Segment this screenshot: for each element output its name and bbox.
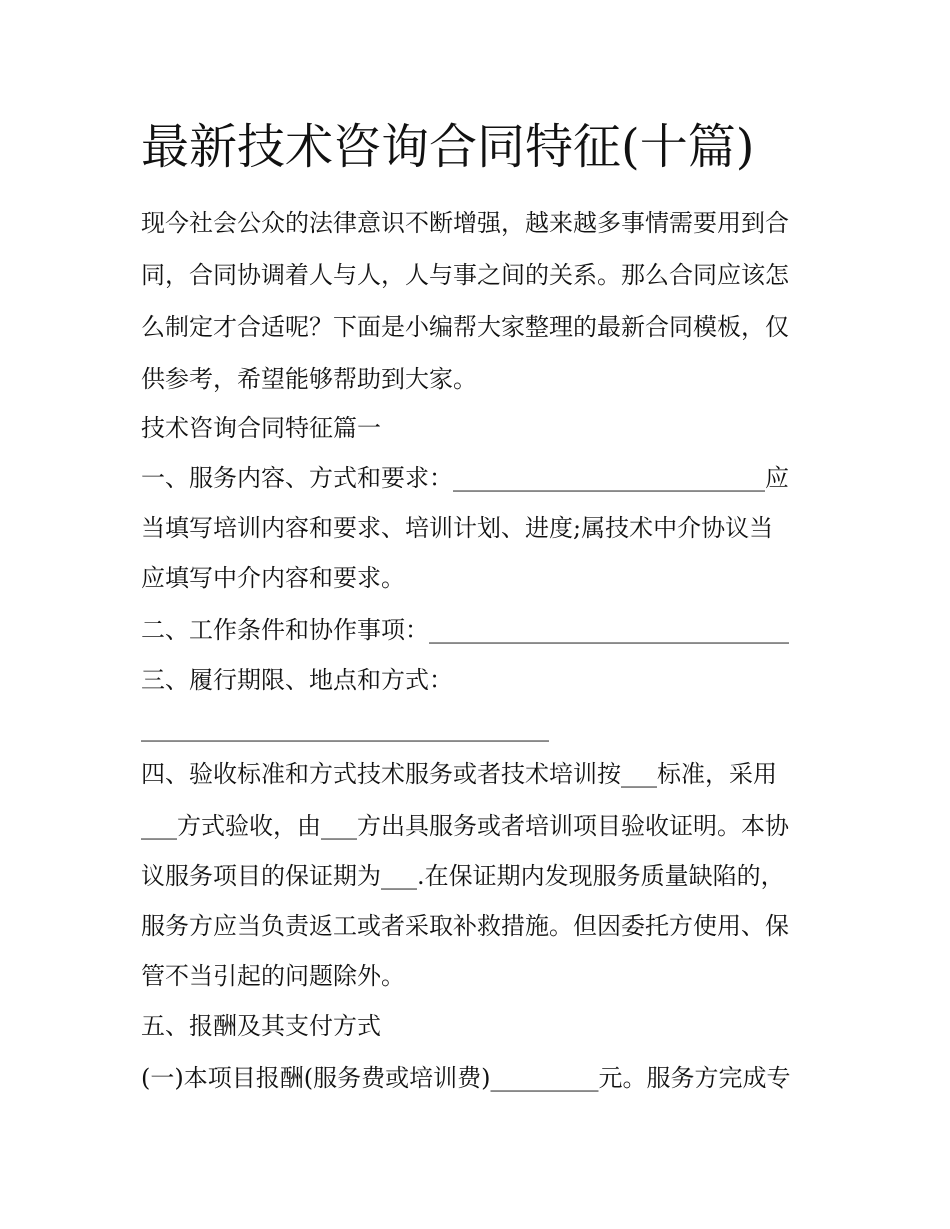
paragraph-line: ___方式验收，由___方出具服务或者培训项目验收证明。本协 bbox=[141, 812, 789, 840]
blank-line: __________________________________ bbox=[141, 714, 549, 742]
section-heading: 五、报酬及其支付方式 bbox=[141, 1012, 381, 1040]
paragraph-line: 管不当引起的问题除外。 bbox=[141, 962, 405, 990]
paragraph-line: (一)本项目报酬(服务费或培训费)_________元。服务方完成专 bbox=[141, 1064, 791, 1092]
paragraph-line: 一、服务内容、方式和要求：__________________________应 bbox=[141, 464, 789, 492]
paragraph-line: 二、工作条件和协作事项：______________________________ bbox=[141, 616, 789, 644]
paragraph-line: 同，合同协调着人与人，人与事之间的关系。那么合同应该怎 bbox=[141, 261, 789, 289]
paragraph-line: 应填写中介内容和要求。 bbox=[141, 564, 405, 592]
paragraph-line: 当填写培训内容和要求、培训计划、进度;属技术中介协议当 bbox=[141, 514, 774, 542]
paragraph-line: 四、验收标准和方式技术服务或者技术培训按___标准，采用 bbox=[141, 760, 777, 788]
section-heading: 技术咨询合同特征篇一 bbox=[141, 414, 381, 442]
paragraph-line: 供参考，希望能够帮助到大家。 bbox=[141, 365, 477, 393]
paragraph-line: 三、履行期限、地点和方式： bbox=[141, 666, 453, 694]
paragraph-line: 服务方应当负责返工或者采取补救措施。但因委托方使用、保 bbox=[141, 912, 789, 940]
document-title: 最新技术咨询合同特征(十篇) bbox=[141, 119, 755, 175]
paragraph-line: 现今社会公众的法律意识不断增强，越来越多事情需要用到合 bbox=[141, 209, 789, 237]
paragraph-line: 议服务项目的保证期为___.在保证期内发现服务质量缺陷的， bbox=[141, 862, 785, 890]
paragraph-line: 么制定才合适呢？下面是小编帮大家整理的最新合同模板，仅 bbox=[141, 313, 789, 341]
